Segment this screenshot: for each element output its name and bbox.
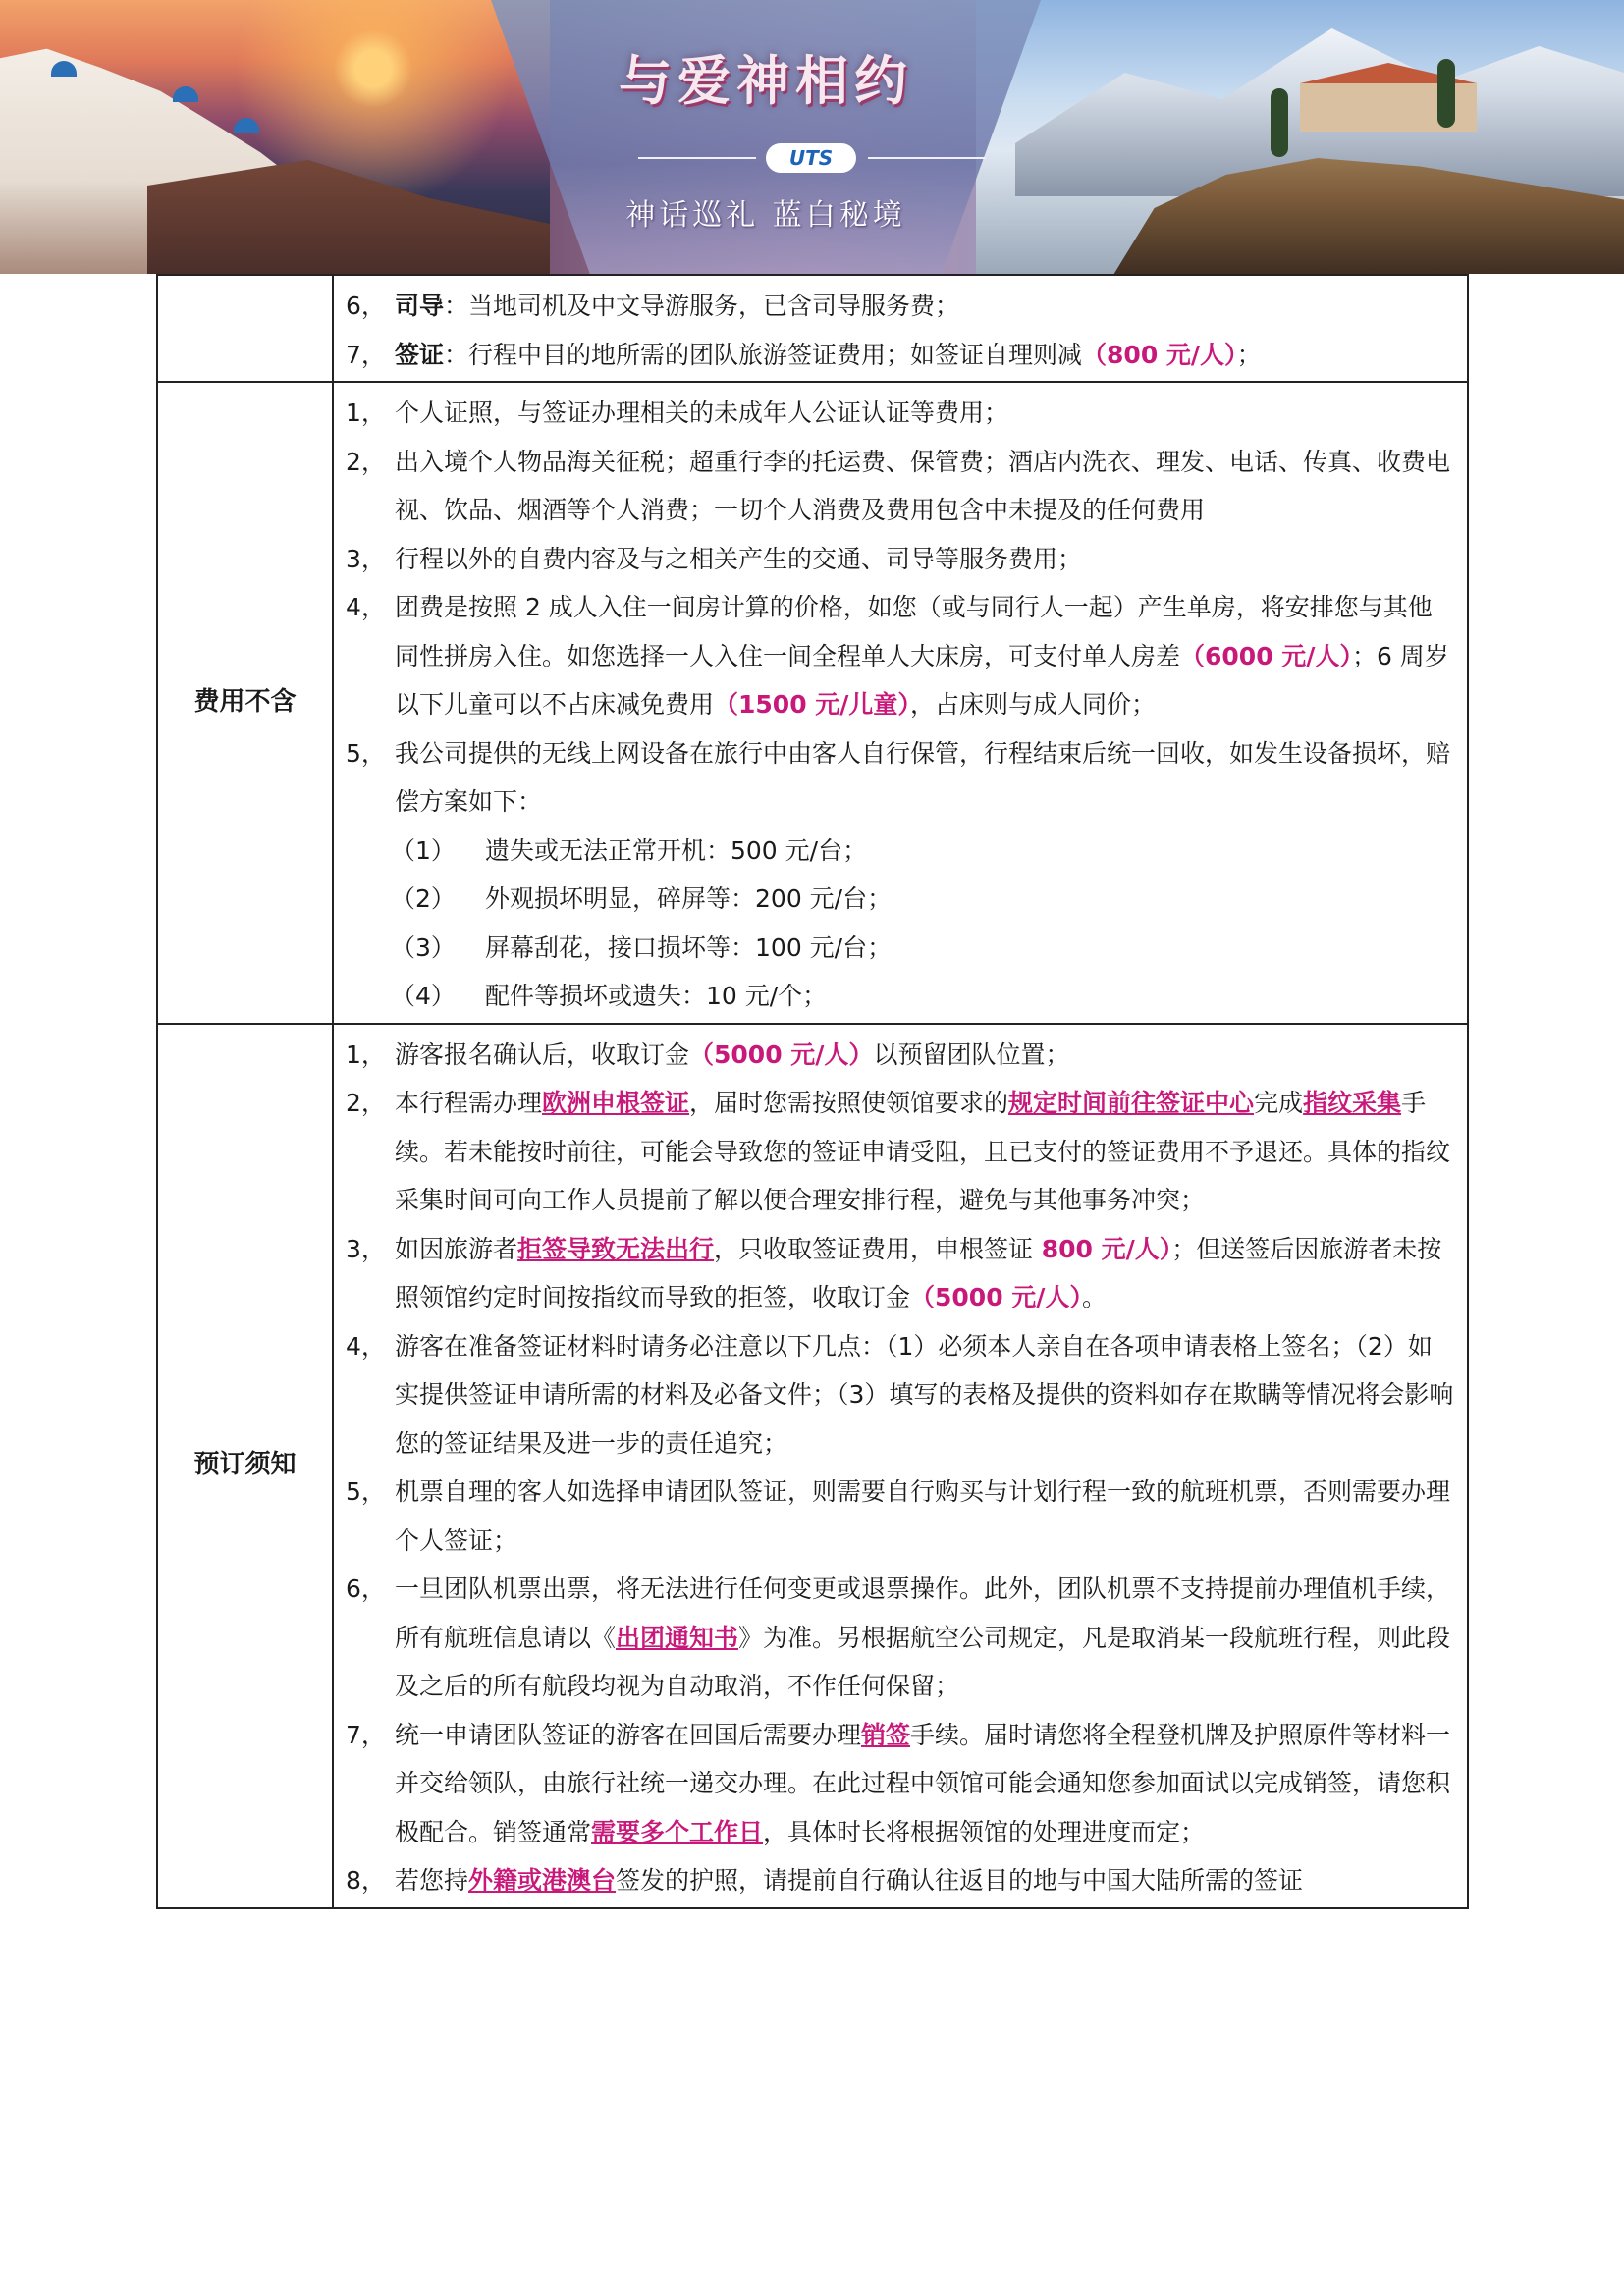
item-number: 3， — [346, 1234, 386, 1263]
list-item — [342, 1565, 1455, 1711]
plain-text: 若您持 — [395, 1866, 469, 1895]
sub-item-number: （1） — [391, 835, 456, 865]
cypress-tree-icon — [1437, 59, 1455, 128]
highlight-text: （1500 元/儿童） — [714, 690, 910, 719]
item-number: 6， — [346, 1575, 386, 1603]
list-item — [342, 1468, 1455, 1565]
item-text — [395, 535, 1455, 584]
blue-dome-icon — [173, 86, 198, 102]
item-text — [395, 583, 1455, 729]
highlight-text: 规定时间前往签证中心 — [1008, 1089, 1255, 1117]
section-label-empty — [157, 275, 333, 382]
section-label: 费用不含 — [157, 382, 333, 1024]
section-body — [333, 382, 1468, 1024]
plain-text: 以预留团队位置； — [873, 1040, 1070, 1069]
plain-text: 签发的护照，请提前自行确认往返目的地与中国大陆所需的签证 — [616, 1866, 1304, 1895]
item-text — [395, 1079, 1455, 1225]
highlight-text: 外籍或港澳台 — [468, 1866, 617, 1895]
item-text — [395, 1856, 1455, 1905]
sub-item-number: （4） — [391, 982, 456, 1010]
plain-text: 游客在准备签证材料时请务必注意以下几点：（1）必须本人亲自在各项申请表格上签名；（2）如实提供签证申请所需的材料及必备文件；（3）填写的表格及提供的资料如存在欺瞒等情况将会影响您的签证结果及进一步的责任追究； — [395, 1331, 1454, 1458]
item-number: 2， — [346, 1089, 386, 1117]
list-item — [342, 1225, 1455, 1322]
item-text — [395, 282, 1455, 331]
list-item — [342, 331, 1455, 380]
plain-text: ，具体时长将根据领馆的处理进度而定； — [763, 1817, 1206, 1846]
banner-subtitle: 神话巡礼 蓝白秘境 — [625, 198, 906, 233]
plain-text: 统一申请团队签证的游客在回国后需要办理 — [395, 1720, 862, 1749]
plain-text: 团费是按照 2 成人入住一间房计算的价格，如您（或与同行人一起）产生单房，将安排您与其他同性拼房入住。如您选择一人入住一间全程单人大床房，可支付单人房差 — [395, 593, 1433, 670]
item-number: 6， — [346, 292, 386, 320]
highlight-text: 指纹采集 — [1303, 1089, 1402, 1117]
booking-item-list — [342, 1031, 1455, 1905]
item-text — [395, 331, 1455, 380]
sub-item-text: 配件等损坏或遗失：10 元/个； — [485, 982, 828, 1010]
plain-text: 个人证照，与签证办理相关的未成年人公证认证等费用； — [395, 399, 1009, 427]
bold-term: 司导 — [395, 292, 445, 320]
plain-text: 手续。若未能按时前往，可能会导致您的签证申请受阻，且已支付的签证费用不予退还。具体的指纹采集时间可向工作人员提前了解以便合理安排行程，避免与其他事务冲突； — [395, 1089, 1451, 1214]
table-row — [157, 382, 1468, 1024]
sub-item-text: 屏幕刮花，接口损坏等：100 元/台； — [485, 933, 893, 962]
item-number: 4， — [346, 593, 386, 621]
item-text — [395, 1031, 1455, 1080]
item-text — [395, 1711, 1455, 1857]
item-number: 4， — [346, 1331, 386, 1361]
plain-text: 本行程需办理 — [395, 1089, 543, 1117]
sub-item-number: （2） — [391, 884, 456, 913]
plain-text: 。 — [1081, 1283, 1107, 1311]
plain-text: ； — [1236, 340, 1262, 369]
sub-list-item — [342, 875, 1455, 924]
excluded-item-list — [342, 389, 1455, 827]
highlight-text: （800 元/人） — [1082, 340, 1237, 369]
damage-sublist — [342, 827, 1455, 1021]
item-text — [395, 1565, 1455, 1711]
plain-text: 手续。届时请您将全程登机牌及护照原件等材料一并交给领队，由旅行社统一递交办理。在此过程中领馆可能会通知您参加面试以完成销签，请您积极配合。销签通常 — [395, 1720, 1451, 1846]
item-number: 1， — [346, 399, 386, 427]
sub-item-number: （3） — [391, 933, 456, 962]
plain-text: 我公司提供的无线上网设备在旅行中由客人自行保管，行程结束后统一回收，如发生设备损坏，赔偿方案如下： — [395, 738, 1451, 816]
meteora-image — [976, 0, 1624, 274]
cypress-tree-icon — [1271, 88, 1288, 157]
list-item — [342, 1856, 1455, 1905]
plain-text: ，只收取签证费用，申根签证 — [714, 1234, 1034, 1263]
itinerary-table — [156, 274, 1469, 1909]
item-number: 3， — [346, 544, 386, 573]
list-item — [342, 535, 1455, 584]
header-banner — [0, 0, 1624, 274]
plain-text: ，占床则与成人同价； — [909, 690, 1156, 719]
highlight-text: （6000 元/人） — [1180, 641, 1352, 670]
plain-text: 游客报名确认后，收取订金 — [395, 1040, 690, 1069]
list-item — [342, 1031, 1455, 1080]
plain-text: ；6 周岁以下儿童可以不占床减免费用 — [395, 641, 1449, 719]
section-body — [333, 1024, 1468, 1908]
bold-term: 签证 — [395, 340, 445, 369]
logo-divider-left — [638, 157, 756, 159]
list-item — [342, 1711, 1455, 1857]
sub-list-item — [342, 972, 1455, 1021]
item-number: 8， — [346, 1866, 386, 1895]
uts-logo: UTS — [766, 143, 856, 173]
list-item — [342, 282, 1455, 331]
item-text — [395, 1322, 1455, 1468]
item-number: 5， — [346, 738, 386, 768]
item-text — [395, 1225, 1455, 1322]
highlight-text: （5000 元/人） — [910, 1283, 1082, 1311]
plain-text: 机票自理的客人如选择申请团队签证，则需要自行购买与计划行程一致的航班机票，否则需要办理个人签证； — [395, 1477, 1451, 1555]
top-item-list — [342, 282, 1455, 379]
list-item — [342, 389, 1455, 438]
santorini-image — [0, 0, 550, 274]
item-text — [395, 1468, 1455, 1565]
highlight-text: 销签 — [861, 1720, 911, 1749]
item-number: 1， — [346, 1040, 386, 1069]
item-text — [395, 438, 1455, 535]
plain-text: ：行程中目的地所需的团队旅游签证费用；如签证自理则减 — [444, 340, 1083, 369]
item-text — [395, 729, 1455, 827]
plain-text: 行程以外的自费内容及与之相关产生的交通、司导等服务费用； — [395, 544, 1083, 573]
section-label: 预订须知 — [157, 1024, 333, 1908]
plain-text: ：当地司机及中文导游服务，已含司导服务费； — [444, 292, 960, 320]
section-body — [333, 275, 1468, 382]
list-item — [342, 583, 1455, 729]
sub-item-text: 外观损坏明显，碎屏等：200 元/台； — [485, 884, 893, 913]
item-number: 5， — [346, 1477, 386, 1506]
plain-text: ；但送签后因旅游者未按照领馆约定时间按指纹而导致的拒签，收取订金 — [395, 1234, 1442, 1311]
highlight-text: 800 元/人） — [1033, 1234, 1172, 1263]
highlight-text: 需要多个工作日 — [591, 1817, 764, 1846]
list-item — [342, 1079, 1455, 1225]
item-number: 2， — [346, 447, 386, 476]
blue-dome-icon — [234, 118, 259, 133]
table-row — [157, 275, 1468, 382]
banner-title: 与爱神相约 — [619, 49, 913, 112]
item-number: 7， — [346, 1720, 386, 1749]
table-row — [157, 1024, 1468, 1908]
highlight-text: 出团通知书 — [616, 1623, 739, 1652]
list-item — [342, 438, 1455, 535]
sub-item-text: 遗失或无法正常开机：500 元/台； — [485, 835, 868, 865]
plain-text: 如因旅游者 — [395, 1234, 518, 1263]
highlight-text: （5000 元/人） — [689, 1040, 874, 1069]
list-item — [342, 1322, 1455, 1468]
plain-text: 一旦团队机票出票，将无法进行任何变更或退票操作。此外，团队机票不支持提前办理值机手续，所有航班信息请以《 — [395, 1575, 1451, 1652]
plain-text: 》为准。另根据航空公司规定，凡是取消某一段航班行程，则此段及之后的所有航段均视为自动取消，不作任何保留； — [395, 1623, 1451, 1700]
list-item — [342, 729, 1455, 827]
highlight-text: 拒签导致无法出行 — [517, 1234, 715, 1263]
plain-text: 出入境个人物品海关征税；超重行李的托运费、保管费；酒店内洗衣、理发、电话、传真、收费电视、饮品、烟酒等个人消费；一切个人消费及费用包含中未提及的任何费用 — [395, 447, 1451, 524]
highlight-text: 欧洲申根签证 — [542, 1089, 690, 1117]
sub-list-item — [342, 924, 1455, 973]
logo-divider-right — [868, 157, 986, 159]
plain-text: 完成 — [1254, 1089, 1304, 1117]
item-text — [395, 389, 1455, 438]
item-number: 7， — [346, 340, 386, 369]
sub-list-item — [342, 827, 1455, 876]
plain-text: ，届时您需按照使领馆要求的 — [689, 1089, 1009, 1117]
